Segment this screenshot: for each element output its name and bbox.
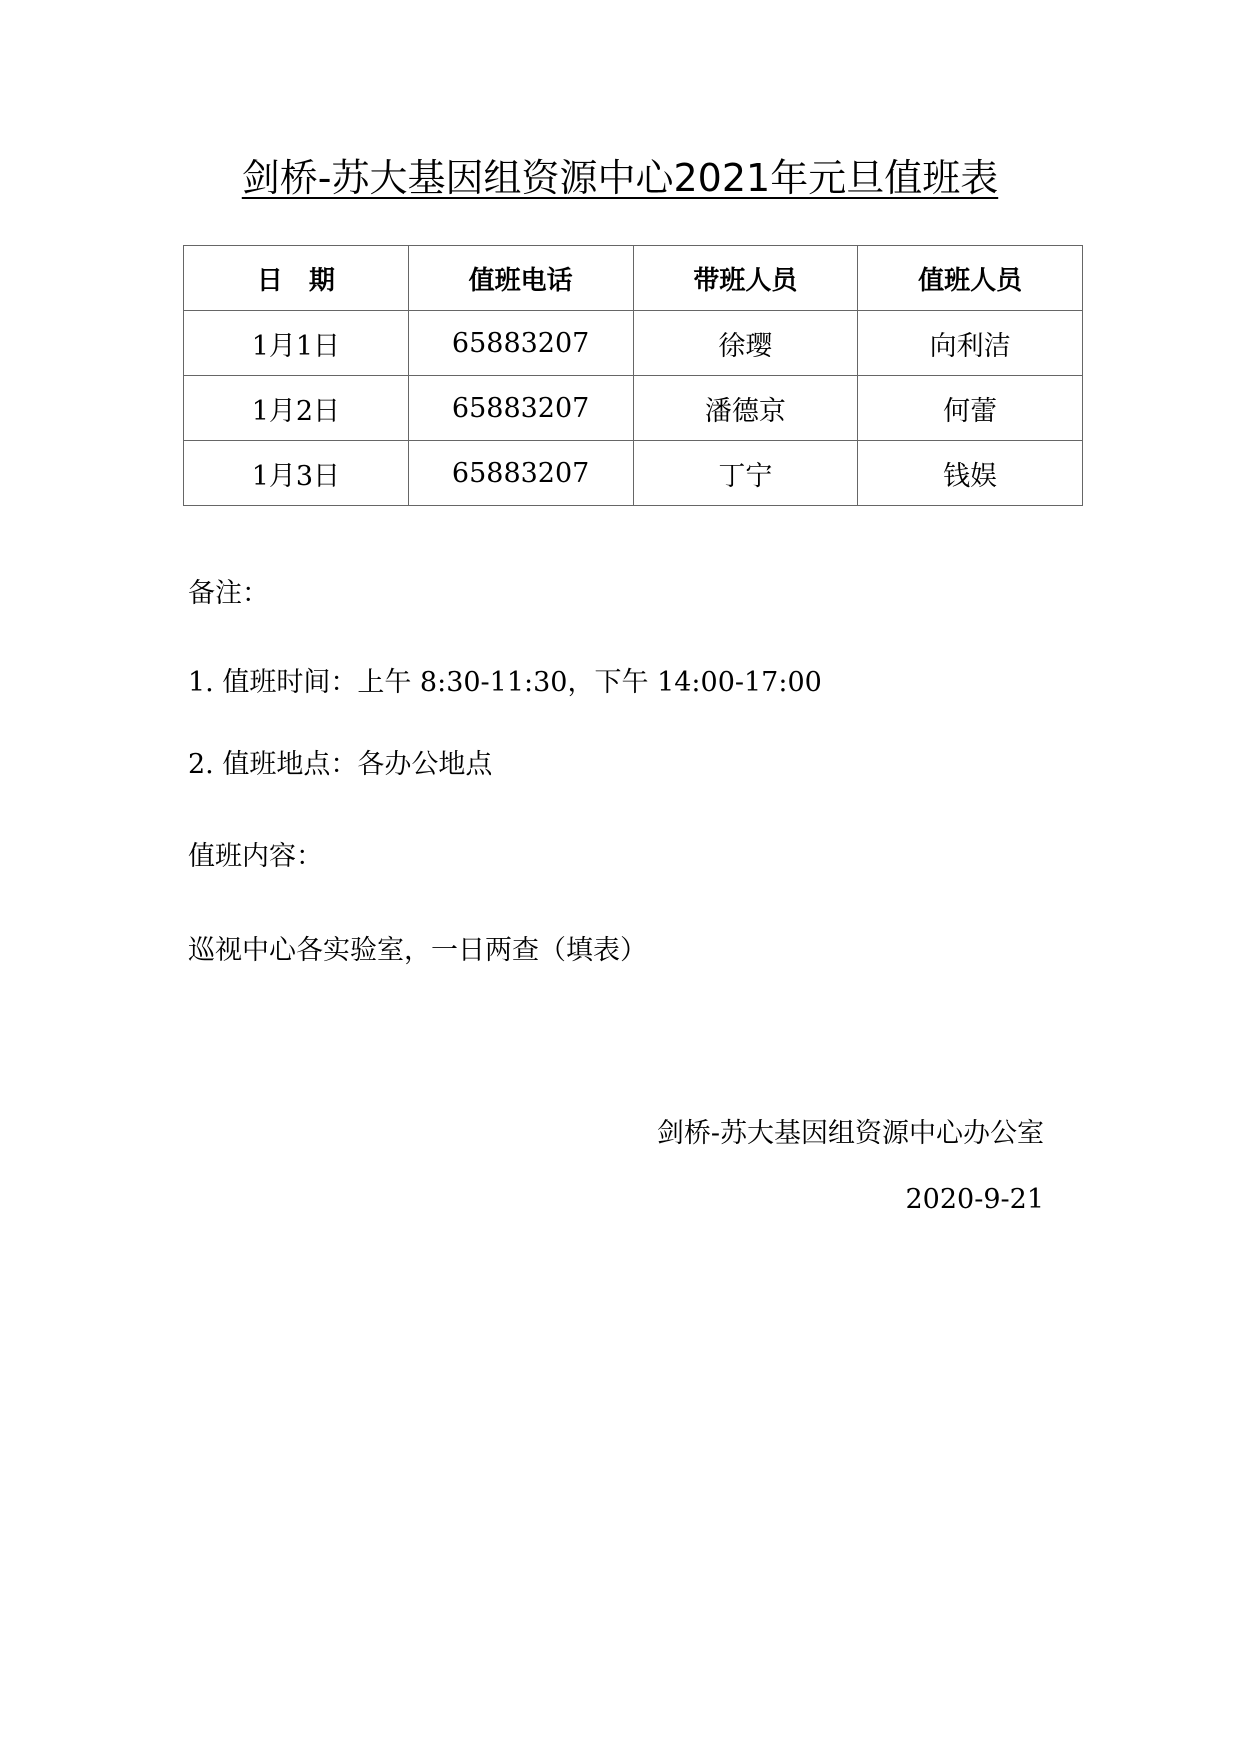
- note-duty-location: 2. 值班地点：各办公地点: [188, 749, 493, 780]
- header-leader: 带班人员: [633, 246, 858, 311]
- cell-date: 1月2日: [184, 376, 409, 441]
- duty-table: [183, 245, 1083, 506]
- cell-leader: 潘德京: [633, 376, 858, 441]
- cell-date: 1月1日: [184, 311, 409, 376]
- header-staff: 值班人员: [858, 246, 1083, 311]
- cell-staff: 向利洁: [858, 311, 1083, 376]
- header-date: 日 期: [184, 246, 409, 311]
- table-header-row: [184, 246, 1083, 311]
- footer-organization: 剑桥-苏大基因组资源中心办公室: [656, 1118, 1044, 1149]
- cell-leader: 丁宁: [633, 441, 858, 506]
- cell-staff: 何蕾: [858, 376, 1083, 441]
- notes-heading: 备注：: [188, 578, 269, 609]
- duty-content-heading: 值班内容：: [188, 841, 323, 872]
- table-row: [184, 441, 1083, 506]
- cell-leader: 徐璎: [633, 311, 858, 376]
- table-row: [184, 376, 1083, 441]
- cell-phone: 65883207: [408, 441, 633, 506]
- footer-date: 2020-9-21: [905, 1184, 1044, 1215]
- page-title: 剑桥-苏大基因组资源中心2021年元旦值班表: [241, 156, 999, 200]
- cell-phone: 65883207: [408, 311, 633, 376]
- duty-content-text: 巡视中心各实验室，一日两查（填表）: [188, 935, 647, 966]
- cell-phone: 65883207: [408, 376, 633, 441]
- table-row: [184, 311, 1083, 376]
- cell-staff: 钱娱: [858, 441, 1083, 506]
- cell-date: 1月3日: [184, 441, 409, 506]
- header-phone: 值班电话: [408, 246, 633, 311]
- note-duty-time: 1. 值班时间：上午 8:30-11:30，下午 14:00-17:00: [188, 667, 822, 698]
